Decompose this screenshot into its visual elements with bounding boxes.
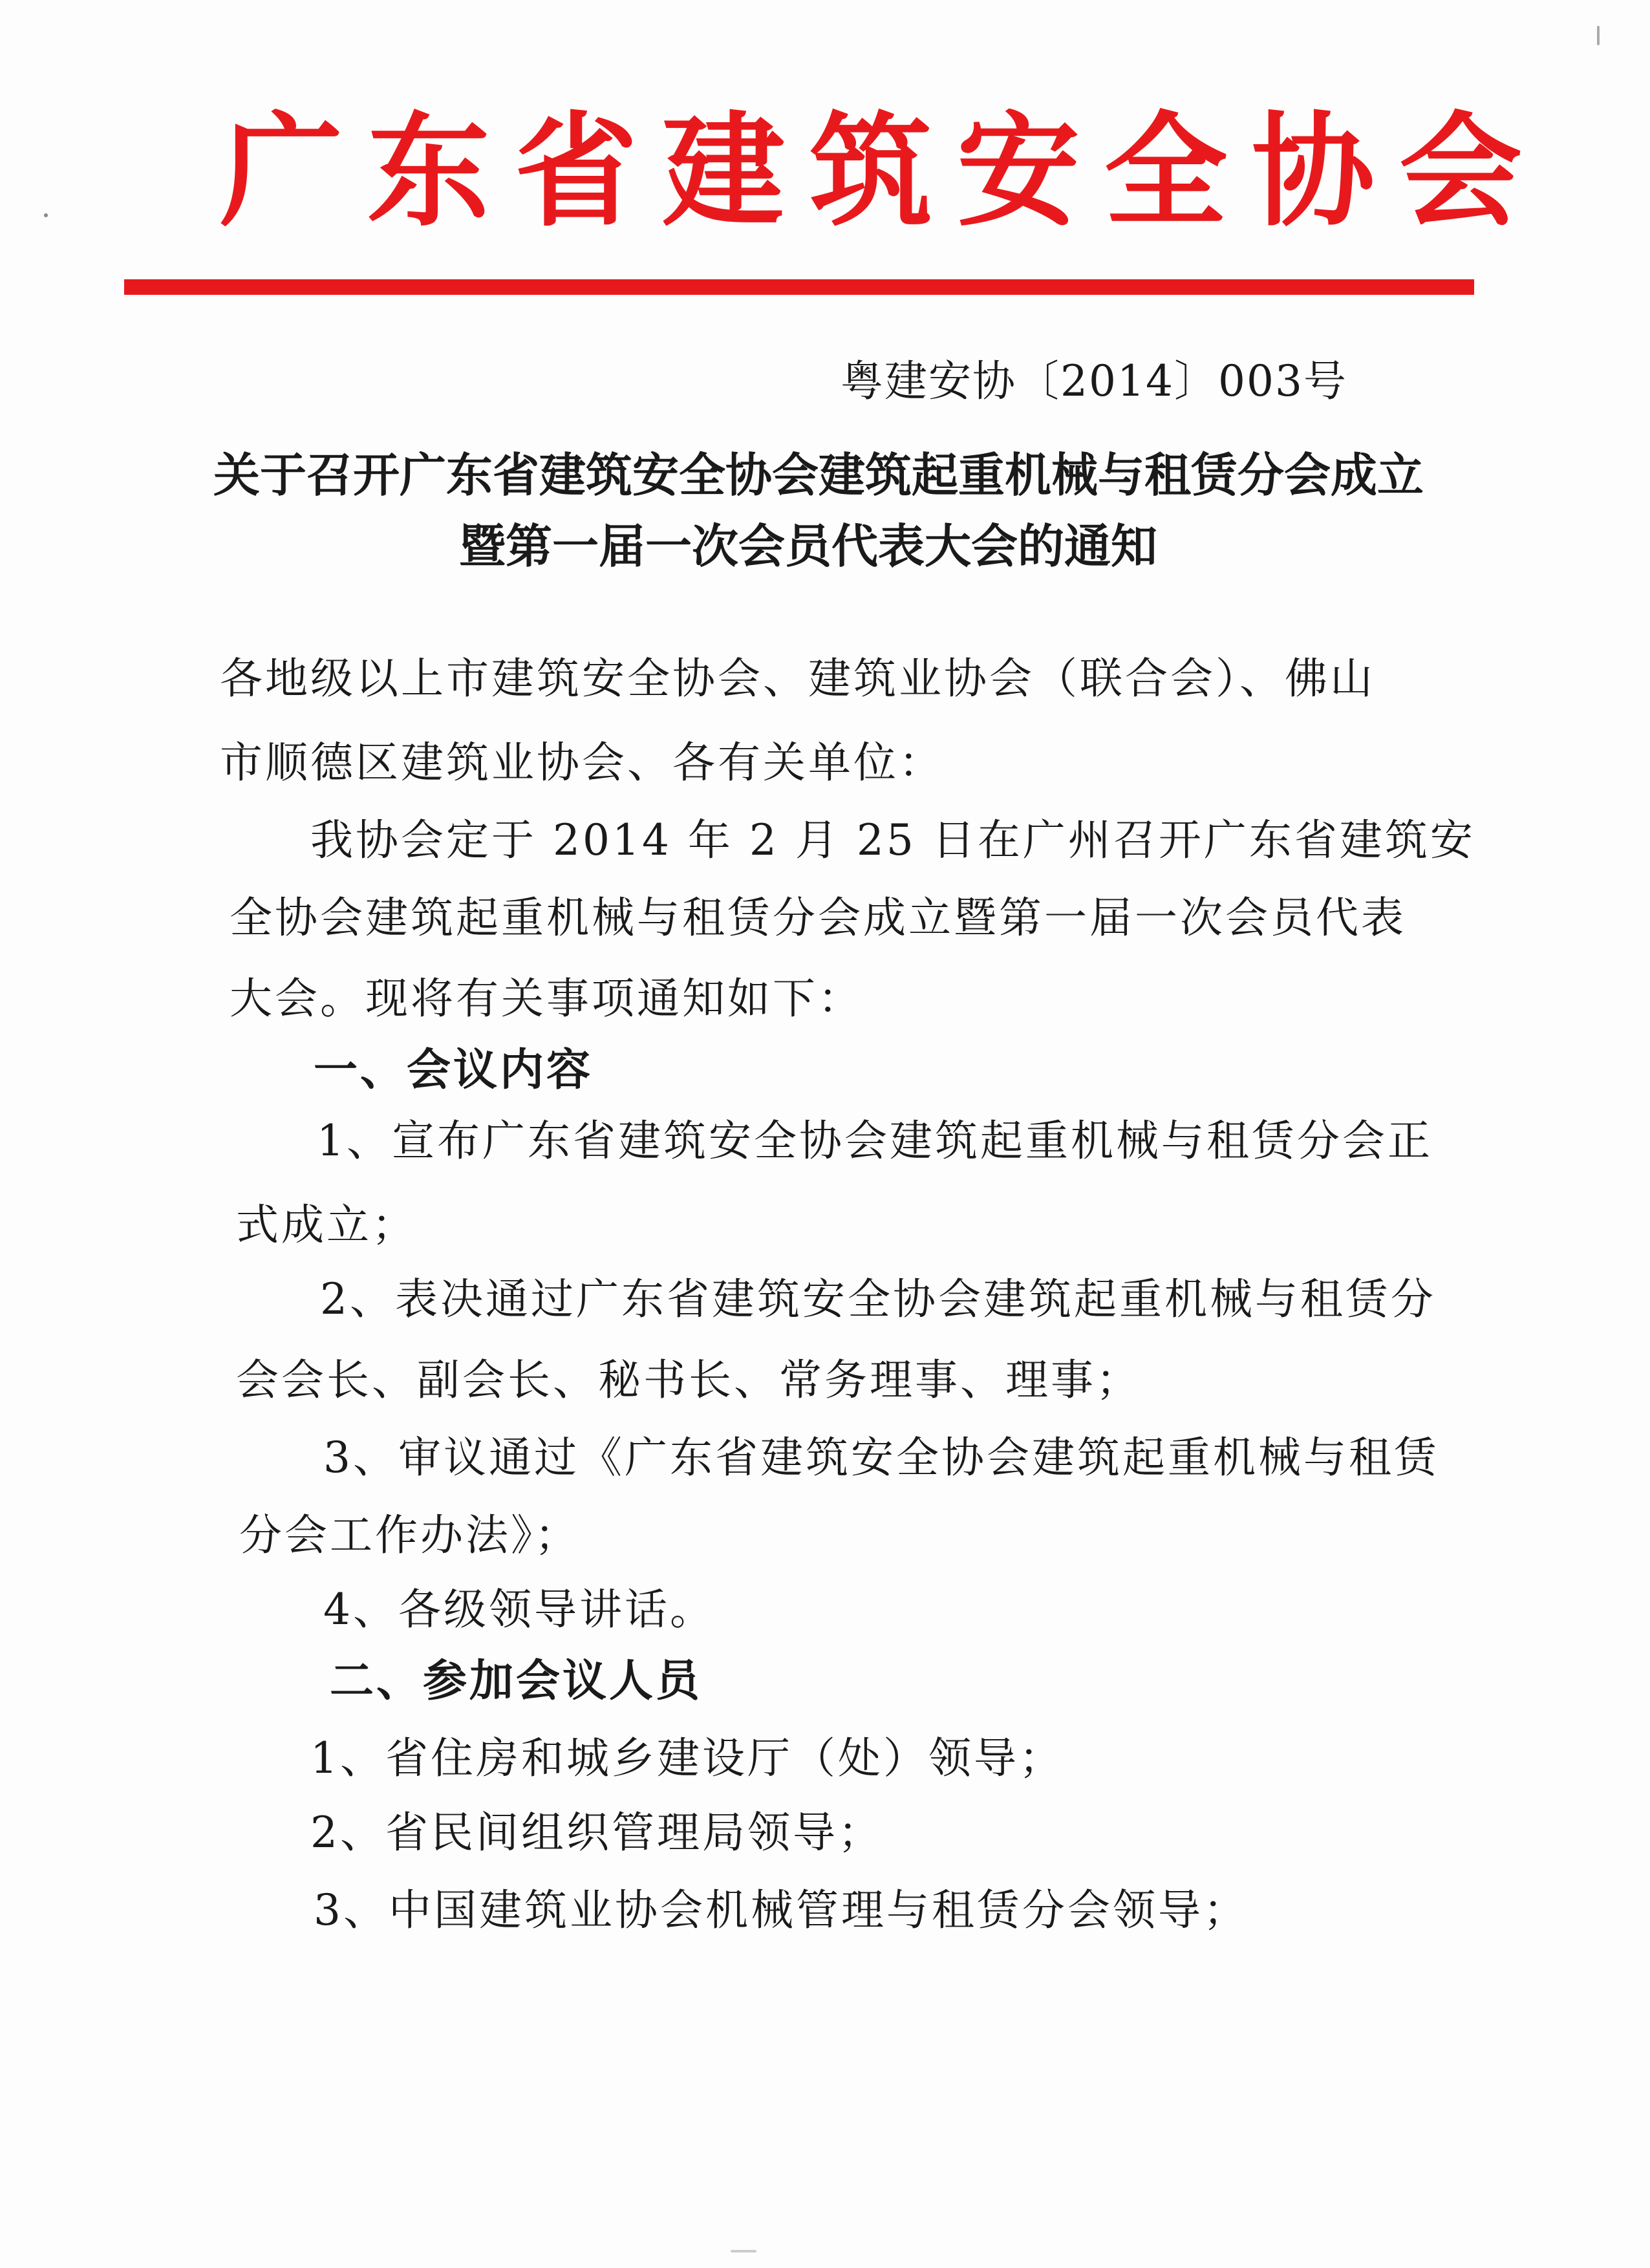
salutation-line-2: 市顺德区建筑业协会、各有关单位： [220, 738, 944, 787]
intro-line-1: 我协会定于 2014 年 2 月 25 日在广州召开广东省建筑安 [310, 815, 1475, 865]
attendee-item-3: 3、中国建筑业协会机械管理与租赁分会领导； [314, 1885, 1248, 1935]
notice-title-line-2: 暨第一届一次会员代表大会的通知 [459, 519, 1158, 573]
salutation-line-1: 各地级以上市建筑安全协会、建筑业协会（联合会）、佛山 [220, 654, 1375, 703]
content-item-4: 4、各级领导讲话。 [323, 1585, 715, 1634]
intro-line-2: 全协会建筑起重机械与租赁分会成立暨第一届一次会员代表 [230, 893, 1406, 943]
content-item-2-line-1: 2、表决通过广东省建筑安全协会建筑起重机械与租赁分 [320, 1274, 1436, 1324]
content-item-3-line-1: 3、审议通过《广东省建筑安全协会建筑起重机械与租赁 [323, 1433, 1439, 1482]
intro-line-3: 大会。现将有关事项通知如下： [230, 974, 863, 1023]
scan-speck [44, 213, 48, 217]
content-item-1-line-2: 式成立； [236, 1200, 417, 1250]
content-item-3-line-2: 分会工作办法》； [239, 1510, 580, 1560]
notice-title-line-1: 关于召开广东省建筑安全协会建筑起重机械与租赁分会成立 [213, 447, 1424, 502]
letterhead-red-rule [124, 279, 1474, 295]
organization-letterhead: 广东省建筑安全协会 [220, 99, 1547, 243]
scan-edge-mark [1597, 26, 1600, 45]
scan-bottom-mark [731, 2250, 756, 2252]
section-heading-attendees: 二、参加会议人员 [330, 1655, 703, 1707]
attendee-item-2: 2、省民间组织管理局领导； [310, 1808, 883, 1857]
content-item-2-line-2: 会会长、副会长、秘书长、常务理事、理事； [236, 1355, 1141, 1405]
content-item-1-line-1: 1、宣布广东省建筑安全协会建筑起重机械与租赁分会正 [317, 1116, 1433, 1166]
attendee-item-1: 1、省住房和城乡建设厅（处）领导； [310, 1733, 1064, 1783]
section-heading-meeting-content: 一、会议内容 [314, 1044, 594, 1096]
document-number: 粤建安协〔2014〕003号 [841, 356, 1347, 406]
